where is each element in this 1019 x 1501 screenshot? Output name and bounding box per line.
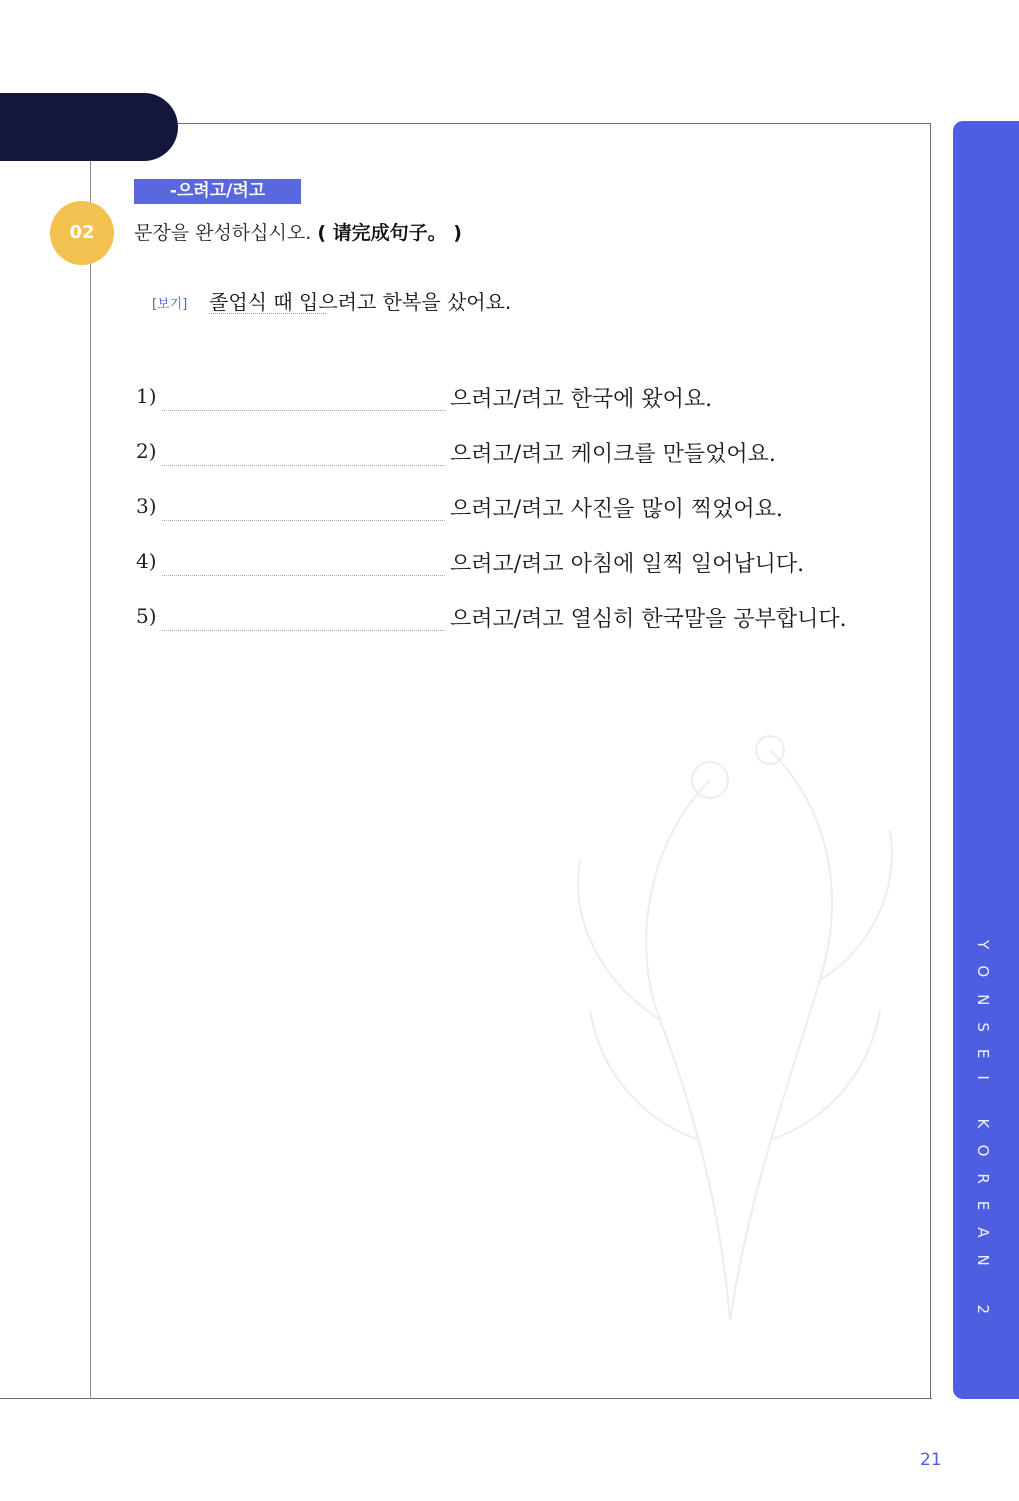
- answer-blank[interactable]: [162, 410, 445, 411]
- question-text: 으려고/려고 사진을 많이 찍었어요.: [450, 497, 783, 522]
- question-row-5: [136, 598, 916, 638]
- answer-blank[interactable]: [162, 575, 445, 576]
- frame-right-line: [930, 123, 931, 1399]
- question-number: 4): [136, 549, 157, 573]
- instruction-text: [134, 218, 462, 245]
- example-underline: [209, 313, 326, 314]
- answer-blank[interactable]: [162, 520, 445, 521]
- question-number: 1): [136, 384, 157, 408]
- frame-top-line: [178, 123, 931, 124]
- frame-left-line: [90, 161, 91, 1399]
- question-text: 으려고/려고 아침에 일찍 일어납니다.: [450, 552, 805, 577]
- page-number: 21: [920, 1450, 942, 1470]
- question-number: 2): [136, 439, 157, 463]
- grammar-label: -으려고/려고: [134, 179, 301, 204]
- background-illustration: [540, 720, 920, 1340]
- frame-bottom-line: [0, 1398, 932, 1399]
- question-row-1: [136, 378, 916, 418]
- question-number: 3): [136, 494, 157, 518]
- question-text: 으려고/려고 한국에 왔어요.: [450, 387, 713, 412]
- example-tag: [보기]: [152, 297, 188, 312]
- question-row-2: [136, 433, 916, 473]
- question-text: 으려고/려고 열심히 한국말을 공부합니다.: [450, 607, 847, 632]
- instruction-korean: 문장을 완성하십시오.: [134, 222, 312, 244]
- side-tab-text: YONSEI KOREAN 2: [974, 940, 992, 1332]
- question-number: 5): [136, 604, 157, 628]
- instruction-chinese: ( 请完成句子。 ): [317, 222, 462, 244]
- answer-blank[interactable]: [162, 630, 445, 631]
- question-row-3: [136, 488, 916, 528]
- exercise-number-badge: 02: [50, 201, 114, 265]
- question-row-4: [136, 543, 916, 583]
- example-sentence: 졸업식 때 입으려고 한복을 샀어요.: [209, 290, 512, 314]
- question-text: 으려고/려고 케이크를 만들었어요.: [450, 442, 776, 467]
- side-tab-label: [953, 940, 1013, 1380]
- answer-blank[interactable]: [162, 465, 445, 466]
- header-tab: [0, 93, 178, 161]
